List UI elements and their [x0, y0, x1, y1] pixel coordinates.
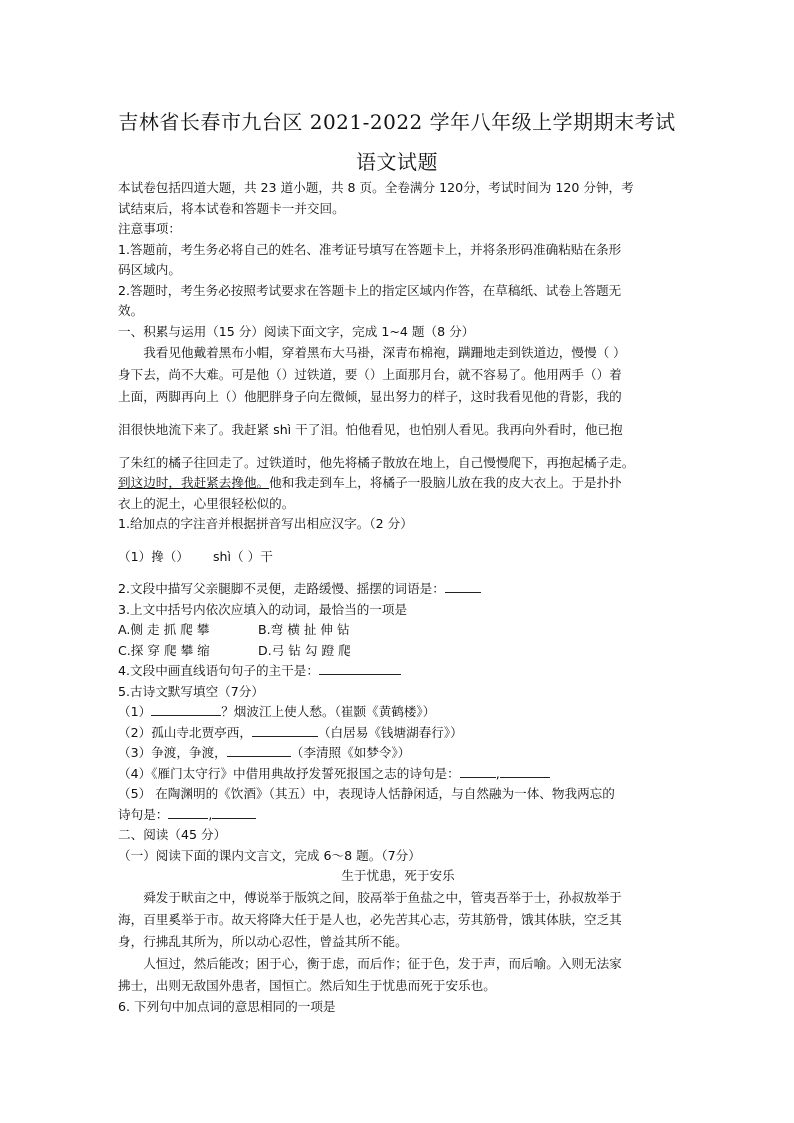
exam-title: 吉林省长春市九台区 2021-2022 学年八年级上学期期末考试: [118, 110, 676, 134]
question-5-item: 诗句是： ,: [118, 805, 678, 826]
passage-line: 了朱红的橘子往回走了。过铁道时，他先将橘子散放在地上，自己慢慢爬下，再抱起橘子走。: [118, 454, 635, 470]
question-4-text: 4.文段中画直线语句句子的主干是：: [118, 663, 319, 678]
option-b[interactable]: B.弯 横 扯 伸 钻: [258, 622, 350, 637]
question-6: 6. 下列句中加点词的意思相同的一项是: [118, 998, 336, 1014]
intro-line: 注意事项：: [118, 221, 181, 236]
passage-line: 上面，两脚再向上（）他肥胖身子向左微倾，显出努力的样子，这时我看见他的背影，我的: [118, 389, 622, 404]
option-d[interactable]: D.弓 钻 勾 蹬 爬: [258, 642, 351, 658]
section1-heading: 一、积累与运用（15 分）阅读下面文字，完成 1~4 题（8 分）: [118, 323, 475, 339]
spacer: [118, 535, 678, 547]
option-c[interactable]: C.探 穿 爬 攀 缩: [118, 642, 210, 658]
underlined-sentence: 到这边时，我赶紧去搀他。: [118, 475, 270, 490]
answer-blank[interactable]: [319, 662, 401, 675]
passage-line: 我看见他戴着黑布小帽，穿着黑布大马褂，深青布棉袍，蹒跚地走到铁道边，慢慢（ ）: [143, 345, 626, 360]
answer-blank[interactable]: [212, 806, 256, 819]
classical-text-line: 拂士，出则无敌国外患者，国恒亡。然后知生于忧患而死于安乐也。: [118, 977, 496, 993]
question-5-item: （4）《雁门太守行》中借用典故抒发誓死报国之志的诗句是： ,: [118, 764, 678, 785]
question-5-item: [118, 723, 678, 744]
question-1-item-a: （1）搀（）: [118, 548, 189, 564]
section2-subheading: （一）阅读下面的课内文言文，完成 6～8 题。（7分）: [118, 847, 421, 863]
question-3-options-row: [118, 620, 678, 641]
question-4: [118, 661, 678, 682]
classical-text-line: 海，百里奚举于市。故天将降大任于是人也，必先苦其心志，劳其筋骨，饿其体肤，空乏其: [118, 911, 622, 927]
exam-subtitle: 语文试题: [356, 150, 438, 174]
question-5-item: （5） 在陶渊明的《饮酒》（其五）中，表现诗人恬静闲适，与自然融为一体、物我两忘的: [118, 786, 615, 801]
spacer: [118, 408, 678, 420]
spacer: [118, 567, 678, 579]
classical-text-title: 生于忧患，死于安乐: [341, 868, 455, 883]
answer-blank[interactable]: [500, 765, 550, 778]
question-5: 5.古诗文默写填空（7分）: [118, 683, 264, 699]
item-prefix: （1）: [118, 704, 152, 719]
exam-body: [118, 178, 678, 1017]
passage-line: [118, 473, 678, 494]
item-prefix: （3）争渡，争渡，: [118, 745, 227, 760]
intro-line: 效。: [118, 303, 144, 318]
question-1-items: [118, 547, 678, 568]
answer-blank[interactable]: [445, 580, 481, 593]
item-suffix: ？烟波江上使人愁。（崔颢《黄鹤楼》）: [221, 704, 436, 719]
intro-line: 1.答题前，考生务必将自己的姓名、准考证号填写在答题卡上，并将条形码准确粘贴在条形: [118, 241, 622, 257]
item-prefix: （2）孤山寺北贾亭西，: [118, 724, 252, 740]
intro-line: 本试卷包括四道大题，共 23 道小题，共 8 页。全卷满分 120分，考试时间为 120 分钟，考: [118, 180, 634, 195]
classical-text-line: 舜发于畎亩之中，傅说举于版筑之间，胶鬲举于鱼盐之中，管夷吾举于士，孙叔敖举于: [143, 889, 622, 905]
classical-text-line: 人恒过，然后能改；困于心，衡于虑，而后作；征于色，发于声，而后喻。入则无法家: [143, 955, 622, 971]
answer-blank[interactable]: [460, 765, 496, 778]
question-5-item: [118, 743, 678, 764]
question-5-item: [118, 702, 678, 723]
item-prefix: （4）《雁门太守行》中借用典故抒发誓死报国之志的诗句是：: [118, 765, 460, 781]
item-suffix: （白居易《钱塘湖春行》）: [317, 724, 463, 740]
passage-continuation: 他和我走到车上，将橘子一股脑儿放在我的皮大衣上。于是扑扑: [269, 475, 622, 490]
question-3: 3.上文中括号内依次应填入的动词，最恰当的一项是: [118, 601, 408, 617]
question-1-item-b: shì（ ）干: [212, 548, 273, 564]
question-3-options-row: [118, 641, 678, 662]
intro-line: 试结束后，将本试卷和答题卡一并交回。: [118, 200, 345, 216]
option-a[interactable]: A.侧 走 抓 爬 攀: [118, 622, 210, 637]
classical-text-line: 身，行拂乱其所为，所以动心忍性，曾益其所不能。: [118, 933, 408, 949]
item-prefix: 诗句是：: [118, 806, 169, 822]
answer-blank[interactable]: [252, 724, 318, 737]
intro-line: 2.答题时，考生务必按照考试要求在答题卡上的指定区域内作答，在草稿纸、试卷上答题无: [118, 282, 622, 298]
intro-line: 码区域内。: [118, 262, 181, 277]
passage-line: 衣上的泥土，心里很轻松似的。: [118, 495, 295, 511]
passage-line: 身下去，尚不大难。可是他（）过铁道，要（）上面那月台，就不容易了。他用两手（）着: [118, 367, 622, 382]
spacer: [118, 441, 678, 453]
item-suffix: （李清照《如梦令》）: [290, 745, 411, 760]
question-2: [118, 579, 678, 600]
question-1: 1.给加点的字注音并根据拼音写出相应汉字。（2 分）: [118, 516, 413, 531]
section2-heading: 二、阅读（45 分）: [118, 827, 227, 842]
passage-line: 泪很快地流下来了。我赶紧 shì 干了泪。怕他看见，也怕别人看见。我再向外看时，他已抱: [118, 422, 623, 437]
answer-blank[interactable]: [227, 744, 291, 757]
question-2-text: 2.文段中描写父亲腿脚不灵便，走路缓慢、摇摆的词语是：: [118, 581, 445, 596]
answer-blank[interactable]: [151, 703, 221, 716]
answer-blank[interactable]: [168, 806, 208, 819]
